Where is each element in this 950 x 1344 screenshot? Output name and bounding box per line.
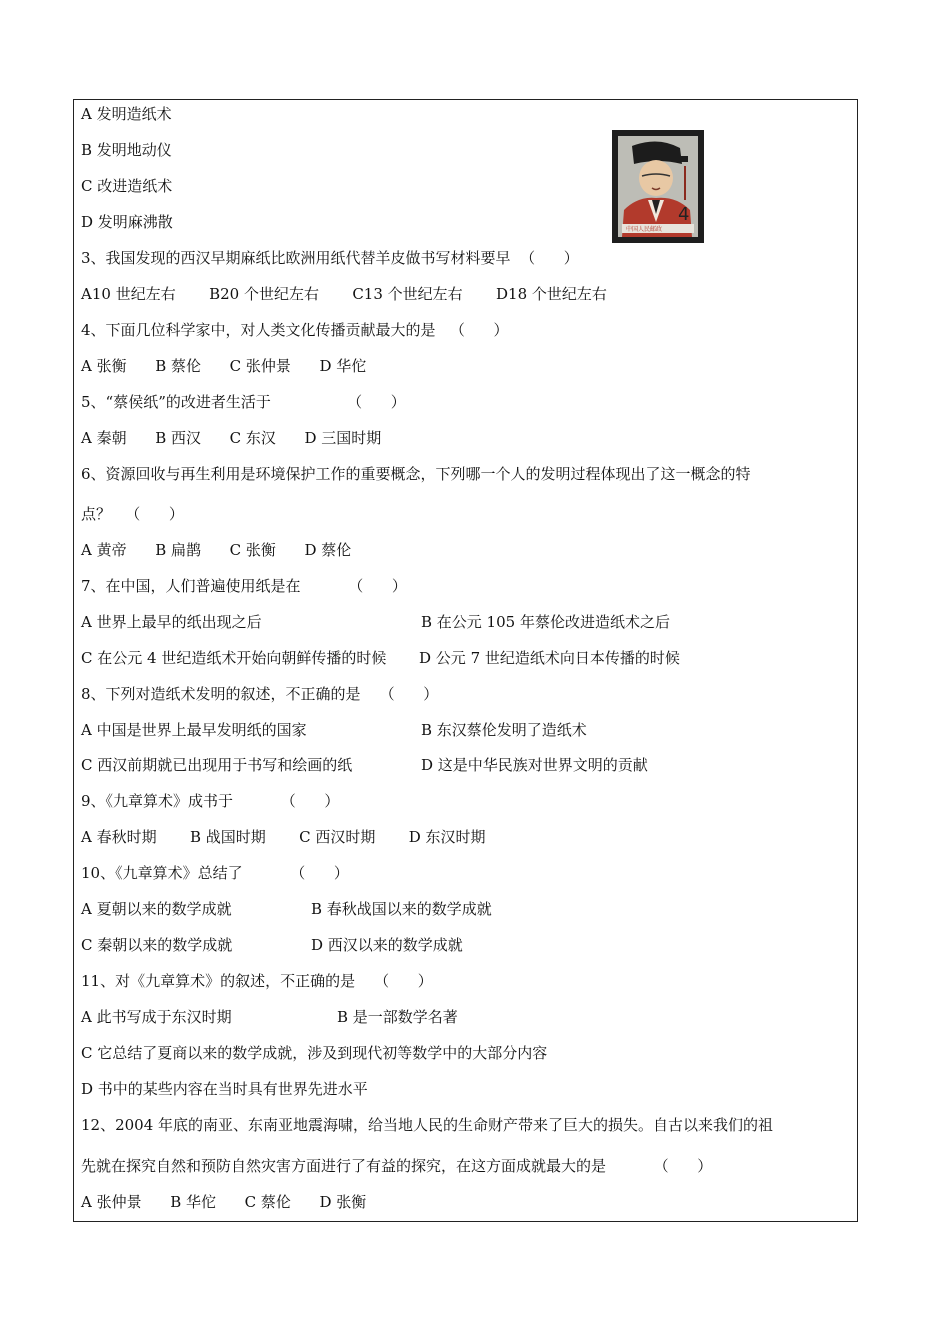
text-line: A 张衡 B 蔡伦 C 张仲景 D 华佗 bbox=[81, 357, 367, 375]
text-line: 7、在中国，人们普遍使用纸是在 （ ） bbox=[81, 577, 407, 595]
option-right: D 西汉以来的数学成就 bbox=[311, 936, 463, 954]
option-right: B 春秋战国以来的数学成就 bbox=[311, 900, 492, 918]
option-right: D 公元 7 世纪造纸术向日本传播的时候 bbox=[419, 649, 680, 667]
text-line: C 改进造纸术 bbox=[81, 177, 173, 195]
text-line: 先就在探究自然和预防自然灾害方面进行了有益的探究，在这方面成就最大的是 （ ） bbox=[81, 1157, 713, 1175]
text-line: 6、资源回收与再生利用是环境保护工作的重要概念，下列哪一个人的发明过程体现出了这一概念的特 bbox=[81, 465, 751, 483]
text-line: 9、《九章算术》成书于 （ ） bbox=[81, 792, 340, 810]
portrait-icon bbox=[618, 136, 698, 237]
text-line: 点？ （ ） bbox=[81, 505, 184, 523]
text-line: A 发明造纸术 bbox=[81, 105, 172, 123]
text-line: 5、“蔡侯纸”的改进者生活于 （ ） bbox=[81, 393, 406, 411]
text-line: A 张仲景 B 华佗 C 蔡伦 D 张衡 bbox=[81, 1193, 367, 1211]
option-right: D 这是中华民族对世界文明的贡献 bbox=[421, 756, 648, 774]
stamp-portrait-area bbox=[618, 136, 698, 237]
text-line: A10 世纪左右 B20 个世纪左右 C13 个世纪左右 D18 个世纪左右 bbox=[81, 285, 607, 303]
option-right: B 东汉蔡伦发明了造纸术 bbox=[421, 721, 587, 739]
text-line: A 黄帝 B 扁鹊 C 张衡 D 蔡伦 bbox=[81, 541, 352, 559]
svg-text:中国人民邮政: 中国人民邮政 bbox=[626, 226, 663, 233]
stamp-image bbox=[612, 130, 704, 243]
option-left: C 在公元 4 世纪造纸术开始向朝鲜传播的时候 bbox=[81, 649, 387, 667]
option-left: C 秦朝以来的数学成就 bbox=[81, 936, 233, 954]
text-line: 8、下列对造纸术发明的叙述，不正确的是 （ ） bbox=[81, 685, 439, 703]
option-right: B 在公元 105 年蔡伦改进造纸术之后 bbox=[421, 613, 670, 631]
option-left: C 西汉前期就已出现用于书写和绘画的纸 bbox=[81, 756, 353, 774]
text-line: 12、2004 年底的南亚、东南亚地震海啸，给当地人民的生命财产带来了巨大的损失。自古以来我们的祖 bbox=[81, 1116, 774, 1134]
svg-text:4: 4 bbox=[678, 204, 690, 225]
text-line: D 发明麻沸散 bbox=[81, 213, 173, 231]
text-line: 11、对《九章算术》的叙述，不正确的是 （ ） bbox=[81, 972, 433, 990]
text-line: B 发明地动仪 bbox=[81, 141, 172, 159]
text-line: 10、《九章算术》总结了 （ ） bbox=[81, 864, 349, 882]
option-left: A 此书写成于东汉时期 bbox=[81, 1008, 232, 1026]
text-line: A 秦朝 B 西汉 C 东汉 D 三国时期 bbox=[81, 429, 382, 447]
text-line: D 书中的某些内容在当时具有世界先进水平 bbox=[81, 1080, 368, 1098]
text-line: A 春秋时期 B 战国时期 C 西汉时期 D 东汉时期 bbox=[81, 828, 486, 846]
option-left: A 夏朝以来的数学成就 bbox=[81, 900, 232, 918]
option-left: A 中国是世界上最早发明纸的国家 bbox=[81, 721, 307, 739]
text-line: 3、我国发现的西汉早期麻纸比欧洲用纸代替羊皮做书写材料要早 （ ） bbox=[81, 249, 579, 267]
option-left: A 世界上最早的纸出现之后 bbox=[81, 613, 262, 631]
option-right: B 是一部数学名著 bbox=[337, 1008, 458, 1026]
text-line: 4、下面几位科学家中，对人类文化传播贡献最大的是 （ ） bbox=[81, 321, 509, 339]
text-line: C 它总结了夏商以来的数学成就，涉及到现代初等数学中的大部分内容 bbox=[81, 1044, 548, 1062]
